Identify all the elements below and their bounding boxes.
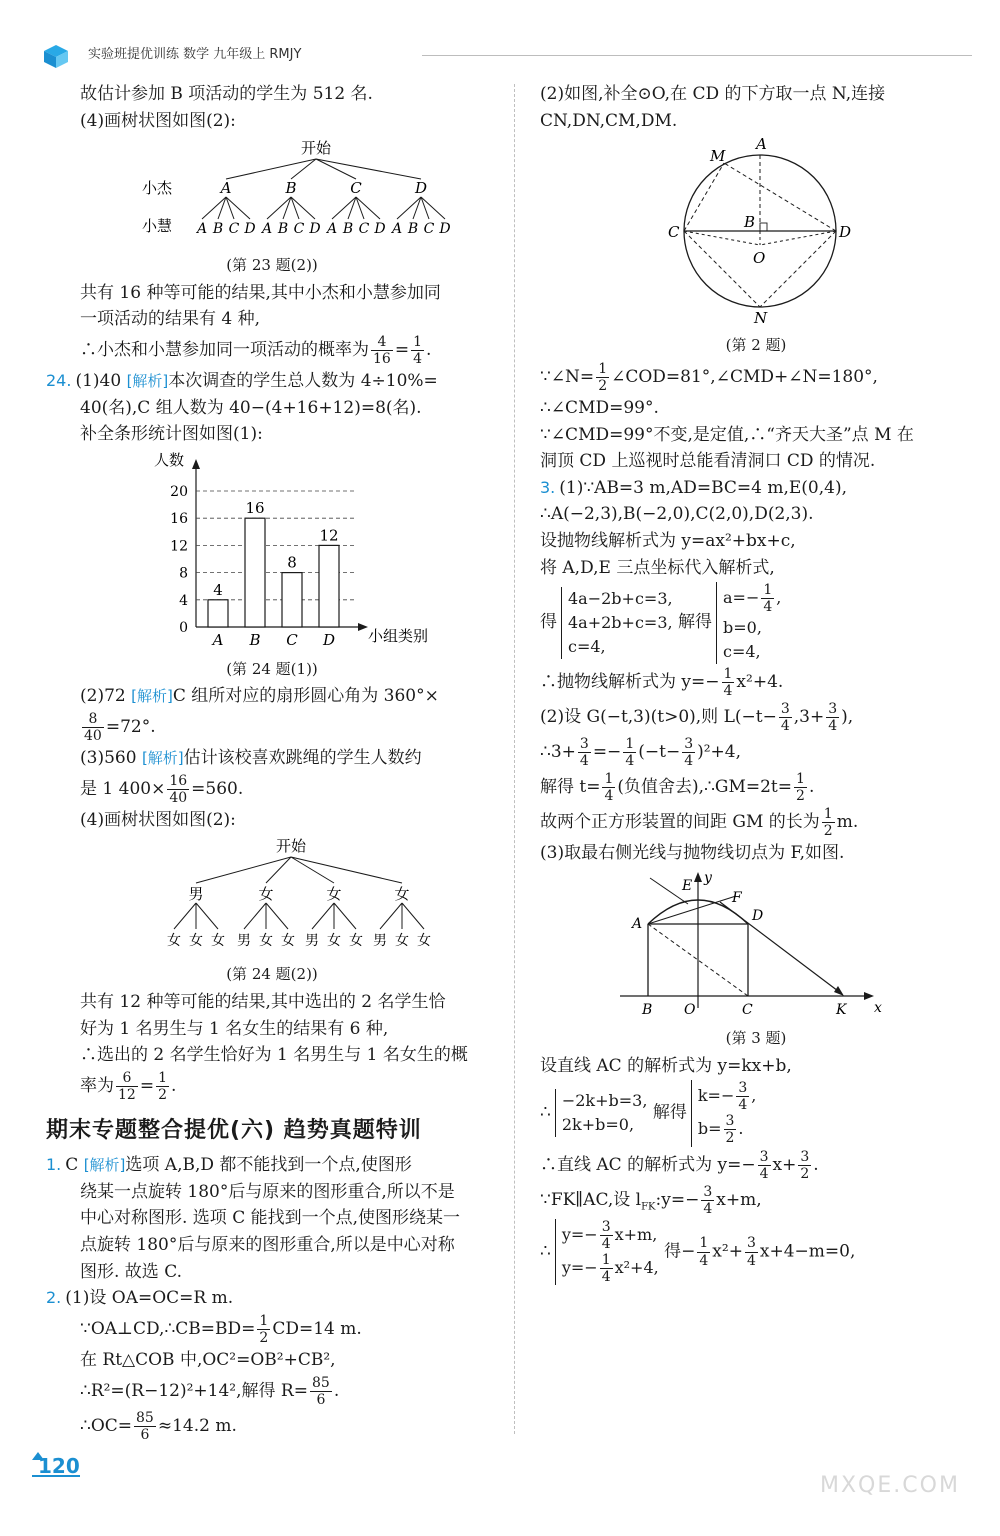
- tree-node-level1: 女: [394, 884, 410, 903]
- tree-node-level2: 女: [281, 932, 295, 949]
- y-tick-label: 20: [170, 484, 188, 501]
- text-line: 是 1 400× $\frac{16}{40}$ =560.: [80, 772, 244, 807]
- tree-branch: [380, 903, 402, 929]
- fraction: $\frac{4}{16}$: [373, 333, 391, 368]
- tree-node-level2: 女: [395, 932, 409, 949]
- fraction: $\frac{1}{4}$: [699, 1235, 709, 1269]
- tree-node-level2: B: [407, 221, 419, 238]
- fraction: $\frac{3}{2}$: [725, 1113, 735, 1147]
- tree-node-level2: 男: [373, 932, 387, 949]
- text-line: (3)560 [解析]估计该校喜欢跳绳的学生人数约: [80, 748, 422, 769]
- text-line: (2)如图,补全⊙O,在 CD 的下方取一点 N,连接: [540, 84, 886, 104]
- data-label: 12: [319, 526, 339, 545]
- tree-branch: [291, 857, 402, 883]
- equation-system: ∴y=− $\frac{3}{4}$ x+m, y=− $\frac{1}{4}$ x²+4, 得− $\frac{1}{4}$ x²+ $\frac{3}{4}$ x+4−m=0,: [540, 1218, 856, 1286]
- text-line: 率为 $\frac{6}{12}$ = $\frac{1}{2}$ .: [80, 1070, 177, 1104]
- text-line: ∴A(−2,3),B(−2,0),C(2,0),D(2,3).: [540, 504, 814, 525]
- text-line: ∴∠CMD=99°.: [540, 397, 659, 418]
- tree-node-level2: C: [293, 221, 305, 238]
- system-solution: k=− $\frac{3}{4}$ , b= $\frac{3}{2}$ .: [691, 1080, 757, 1146]
- watermark: MXQE.COM: [820, 1473, 960, 1498]
- tree-node-level2: 女: [349, 932, 363, 949]
- text-line: 共有 16 种等可能的结果,其中小杰和小慧参加同: [80, 282, 441, 303]
- axis-label-x: x: [874, 1000, 882, 1017]
- tree-branch: [196, 903, 218, 929]
- fraction: $\frac{3}{2}$: [800, 1148, 810, 1182]
- tree-node-level1: D: [414, 179, 428, 198]
- point-label-d: D: [752, 908, 764, 925]
- page-header: [32, 40, 972, 72]
- text-line: 一项活动的结果有 4 种,: [80, 309, 261, 330]
- text-line: ∴选出的 2 名学生恰好为 1 名男生与 1 名女生的概: [80, 1045, 468, 1066]
- tree-branch: [174, 903, 196, 929]
- tree-branch: [402, 903, 424, 929]
- bar: [245, 518, 265, 627]
- text-line: 绕某一点旋转 180°后与原来的图形重合,所以不是: [80, 1181, 455, 1202]
- fraction: $\frac{1}{4}$: [604, 771, 614, 805]
- tree-node-level2: B: [277, 221, 289, 238]
- fraction: $\frac{3}{4}$: [601, 1218, 611, 1252]
- system-of-equations: 4a−2b+c=3, 4a+2b+c=3, c=4,: [561, 587, 673, 659]
- tree-node-level2: A: [261, 221, 273, 238]
- fraction: $\frac{3}{4}$: [738, 1080, 748, 1114]
- question-2: 2. (1)设 OA=OC=R m.: [46, 1288, 234, 1309]
- tree-node-level2: C: [228, 221, 240, 238]
- text-line: 故两个正方形装置的间距 GM 的长为 $\frac{1}{2}$ m.: [540, 806, 859, 840]
- fraction: $\frac{3}{4}$: [579, 735, 589, 769]
- fraction: $\frac{85}{6}$: [136, 1410, 154, 1444]
- text-line: 洞顶 CD 上巡视时总能看清洞口 CD 的情况.: [540, 451, 876, 472]
- tree-node-level2: C: [358, 221, 370, 238]
- tree-node-level2: D: [309, 221, 321, 238]
- text-line: 40(名),C 组人数为 40−(4+16+12)=8(名).: [80, 397, 422, 418]
- fraction: $\frac{3}{4}$: [828, 700, 838, 734]
- text-line: 补全条形统计图如图(1):: [80, 424, 263, 445]
- point-label-a: A: [632, 916, 643, 933]
- data-label: 8: [287, 553, 297, 572]
- tree-node-level2: D: [244, 221, 256, 238]
- bar: [208, 600, 228, 627]
- fraction: $\frac{3}{4}$: [746, 1235, 756, 1269]
- book-title: 实验班提优训练 数学 九年级上 RMJY: [88, 47, 302, 62]
- fraction: $\frac{6}{12}$: [118, 1070, 136, 1104]
- tree-branches: [195, 159, 451, 237]
- text-line: ∵∠N= $\frac{1}{2}$ ∠COD=81°,∠CMD+∠N=180°,: [540, 360, 878, 394]
- x-tick-label: A: [212, 631, 224, 650]
- tree-row-label: 小杰: [142, 179, 173, 198]
- bar: [319, 545, 339, 627]
- x-tick-label: B: [249, 631, 261, 650]
- text-line: ∴3+ $\frac{3}{4}$ =− $\frac{1}{4}$ (−t− $\frac{3}{4}$ )²+4,: [540, 735, 742, 769]
- text-line: ∴R²=(R−12)²+14²,解得 R= $\frac{85}{6}$ .: [80, 1374, 340, 1408]
- tree-node-level1: 女: [326, 884, 342, 903]
- text-line: 解得 t= $\frac{1}{4}$ (负值舍去),∴GM=2t= $\frac{1}{2}$ .: [540, 771, 815, 805]
- system-of-equations: −2k+b=3, 2k+b=0,: [555, 1089, 648, 1137]
- figure-caption: (第 24 题(1)): [226, 659, 318, 678]
- point-label-m: M: [710, 147, 726, 166]
- text-line: 好为 1 名男生与 1 名女生的结果有 6 种,: [80, 1018, 389, 1039]
- x-tick-label: D: [322, 631, 336, 650]
- text-line: 在 Rt△COB 中,OC²=OB²+CB²,: [80, 1350, 336, 1371]
- question-3: 3. (1)∵AB=3 m,AD=BC=4 m,E(0,4),: [540, 477, 847, 498]
- system-of-equations: y=− $\frac{3}{4}$ x+m, y=− $\frac{1}{4}$ x²+4,: [555, 1219, 659, 1285]
- fraction: $\frac{85}{6}$: [311, 1374, 330, 1408]
- tree-node-level2: C: [423, 221, 435, 238]
- fraction: $\frac{1}{2}$: [823, 806, 833, 840]
- text-line: (2)72 [解析]C 组所对应的扇形圆心角为 360°×: [80, 686, 439, 707]
- fraction: $\frac{16}{40}$: [169, 772, 188, 807]
- text-line: 图形. 故选 C.: [80, 1261, 183, 1282]
- tree-branch: [291, 857, 334, 883]
- point-label-o: O: [684, 1002, 696, 1019]
- text-line: 故估计参加 B 项活动的学生为 512 名.: [80, 84, 373, 104]
- y-tick-label: 16: [170, 511, 188, 528]
- tree-node-level2: A: [391, 221, 403, 238]
- tree-node-level2: 男: [305, 932, 319, 949]
- fraction: $\frac{3}{4}$: [759, 1148, 769, 1182]
- right-column: [540, 80, 972, 1287]
- tree-branch: [312, 903, 334, 929]
- tree-node-level2: B: [342, 221, 354, 238]
- fraction: $\frac{3}{4}$: [703, 1183, 713, 1217]
- tree-root: 开始: [275, 836, 307, 855]
- y-axis-label: 人数: [154, 451, 185, 470]
- section-title: 期末专题整合提优(六) 趋势真题特训: [46, 1118, 422, 1144]
- tree-node-level2: 女: [189, 932, 203, 949]
- tree-node-level1: 女: [258, 884, 274, 903]
- text-line: 设直线 AC 的解析式为 y=kx+b,: [540, 1055, 792, 1076]
- page-number-badge: [30, 1450, 82, 1480]
- tree-node-level2: D: [374, 221, 386, 238]
- y-tick-label: 12: [170, 538, 188, 555]
- text-line: 将 A,D,E 三点坐标代入解析式,: [540, 557, 775, 578]
- point-label-a: A: [756, 135, 767, 154]
- segment-cn: [684, 231, 760, 307]
- fraction: $\frac{1}{4}$: [723, 665, 733, 699]
- tree-node-level2: A: [196, 221, 208, 238]
- figure-caption: (第 24 题(2)): [226, 965, 318, 984]
- fraction: $\frac{1}{4}$: [601, 1252, 611, 1286]
- header-rule: [422, 55, 972, 56]
- y-tick-label: 0: [179, 620, 188, 637]
- text-line: (4)画树状图如图(2):: [80, 810, 236, 831]
- point-label-d: D: [839, 223, 852, 242]
- text-line: 点旋转 180°后与原来的图形重合,所以是中心对称: [80, 1235, 455, 1256]
- fraction: $\frac{1}{2}$: [796, 771, 805, 805]
- fraction: $\frac{3}{4}$: [780, 700, 790, 734]
- tree-node-level2: A: [326, 221, 338, 238]
- system-solution: a=− $\frac{1}{4}$ , b=0, c=4,: [716, 582, 781, 663]
- tree-node-level2: 女: [211, 932, 225, 949]
- tree-node-level2: 女: [259, 932, 273, 949]
- segment-cm: [684, 163, 724, 231]
- data-label: 16: [245, 499, 265, 518]
- point-label-c: C: [742, 1002, 753, 1019]
- page-number: 120: [38, 1454, 80, 1478]
- text-line: 共有 12 种等可能的结果,其中选出的 2 名学生恰: [80, 992, 446, 1013]
- tree-branch: [244, 903, 266, 929]
- text-line: ∴OC= $\frac{85}{6}$ ≈14.2 m.: [80, 1410, 237, 1444]
- tree-node-level1: A: [220, 179, 232, 198]
- tree-row-label: 小慧: [142, 217, 173, 236]
- text-line: (3)取最右侧光线与抛物线切点为 F,如图.: [540, 843, 845, 864]
- tree-node-level2: 女: [417, 932, 431, 949]
- point-label-o: O: [753, 249, 766, 268]
- fraction: $\frac{1}{2}$: [158, 1070, 167, 1104]
- fraction: $\frac{1}{2}$: [598, 360, 608, 394]
- tree-branch: [196, 857, 291, 883]
- tree-branch: [334, 903, 356, 929]
- tree-branch: [266, 903, 288, 929]
- point-label-b: B: [642, 1002, 653, 1019]
- fraction: $\frac{1}{4}$: [625, 735, 635, 769]
- tree-branch: [316, 159, 421, 179]
- fraction: $\frac{1}{4}$: [413, 333, 422, 368]
- text-line: (4)画树状图如图(2):: [80, 110, 236, 131]
- text-line: (2)设 G(−t,3)(t>0),则 L(−t− $\frac{3}{4}$ ,3+ $\frac{3}{4}$ ),: [540, 700, 854, 734]
- fraction: $\frac{8}{40}$: [84, 711, 102, 745]
- bar: [282, 573, 302, 627]
- text-line: ∴直线 AC 的解析式为 y=− $\frac{3}{4}$ x+ $\frac{3}{2}$ .: [540, 1148, 819, 1182]
- tree-node-level1: 男: [188, 884, 204, 903]
- question-24: 24. (1)40 [解析]本次调查的学生总人数为 4÷10%=: [46, 371, 438, 392]
- figure-caption: (第 2 题): [725, 335, 787, 354]
- x-axis-arrow: [358, 623, 368, 631]
- equation-system: 得4a−2b+c=3, 4a+2b+c=3, c=4, 解得a=− $\frac{1}{4}$ , b=0, c=4,: [540, 582, 972, 663]
- x-axis-arrow: [864, 992, 874, 1000]
- y-axis-arrow: [192, 459, 200, 469]
- tree-node-level1: C: [350, 179, 362, 198]
- y-tick-label: 4: [179, 592, 188, 609]
- column-divider: [514, 84, 515, 1434]
- y-tick-label: 8: [179, 565, 188, 582]
- text-line: ∴小杰和小慧参加同一项活动的概率为 $\frac{4}{16}$ = $\frac{1}{4}$ .: [80, 333, 432, 368]
- left-column: [46, 80, 498, 1445]
- segment-dm: [724, 163, 836, 231]
- figure-caption: (第 23 题(2)): [226, 255, 318, 274]
- tree-branch: [316, 159, 356, 179]
- tree-node-level2: B: [212, 221, 224, 238]
- data-label: 4: [213, 580, 223, 599]
- point-label-b: B: [744, 213, 756, 232]
- point-label-k: K: [836, 1002, 847, 1019]
- text-line: ∵∠CMD=99°不变,是定值,∴“齐天大圣”点 M 在: [540, 424, 914, 445]
- parabola-figure: [540, 868, 972, 1018]
- fraction: $\frac{3}{4}$: [684, 735, 694, 769]
- tree-diagram-23: [46, 135, 498, 245]
- y-axis-arrow: [694, 872, 702, 882]
- text-line: ∴抛物线解析式为 y=− $\frac{1}{4}$ x²+4.: [540, 665, 784, 699]
- circle-figure: [540, 135, 972, 325]
- question-1: 1. C [解析]选项 A,B,D 都不能找到一个点,使图形: [46, 1155, 412, 1176]
- text-line: ∵FK∥AC,设 $l_{FK}:y=-$ $\frac{3}{4}$ x+m,: [540, 1183, 762, 1217]
- axis-label-y: y: [704, 870, 712, 887]
- text-line: ∵OA⊥CD,∴CB=BD= $\frac{1}{2}$ CD=14 m.: [80, 1312, 362, 1347]
- tree-node-level1: B: [285, 179, 297, 198]
- ray-arrow: [834, 986, 844, 996]
- tree-node-level2: 男: [237, 932, 251, 949]
- tree-root: 开始: [300, 139, 332, 158]
- x-tick-label: C: [286, 631, 298, 650]
- cube-logo-icon: [42, 43, 70, 69]
- tree-node-level2: 女: [327, 932, 341, 949]
- tree-node-level2: 女: [167, 932, 181, 949]
- equation-system: ∴−2k+b=3, 2k+b=0, 解得k=− $\frac{3}{4}$ , b= $\frac{3}{2}$ .: [540, 1080, 757, 1147]
- tree-branch: [226, 159, 316, 179]
- x-axis-label: 小组类别: [368, 627, 429, 646]
- fraction: $\frac{1}{2}$: [259, 1312, 269, 1347]
- point-label-f: F: [732, 890, 742, 907]
- text-line: 设抛物线解析式为 y=ax²+bx+c,: [540, 531, 796, 552]
- light-ray-fk: [720, 902, 842, 994]
- text-line: 中心对称图形. 选项 C 能找到一个点,使图形绕某一: [80, 1208, 461, 1229]
- figure-caption: (第 3 题): [725, 1028, 787, 1047]
- tree-branches: [167, 857, 431, 949]
- segment-dn: [760, 231, 836, 307]
- tree-node-level2: D: [439, 221, 451, 238]
- tree-diagram-24: [46, 835, 498, 955]
- text-line: CN,DN,CM,DM.: [540, 110, 678, 131]
- fraction: $\frac{1}{4}$: [763, 582, 773, 616]
- point-label-e: E: [682, 878, 693, 895]
- bar-chart: [46, 449, 498, 649]
- point-label-n: N: [754, 309, 768, 326]
- text-line: $\frac{8}{40}$ =72°.: [84, 711, 156, 745]
- right-angle-mark: [760, 223, 767, 231]
- point-label-c: C: [668, 223, 680, 242]
